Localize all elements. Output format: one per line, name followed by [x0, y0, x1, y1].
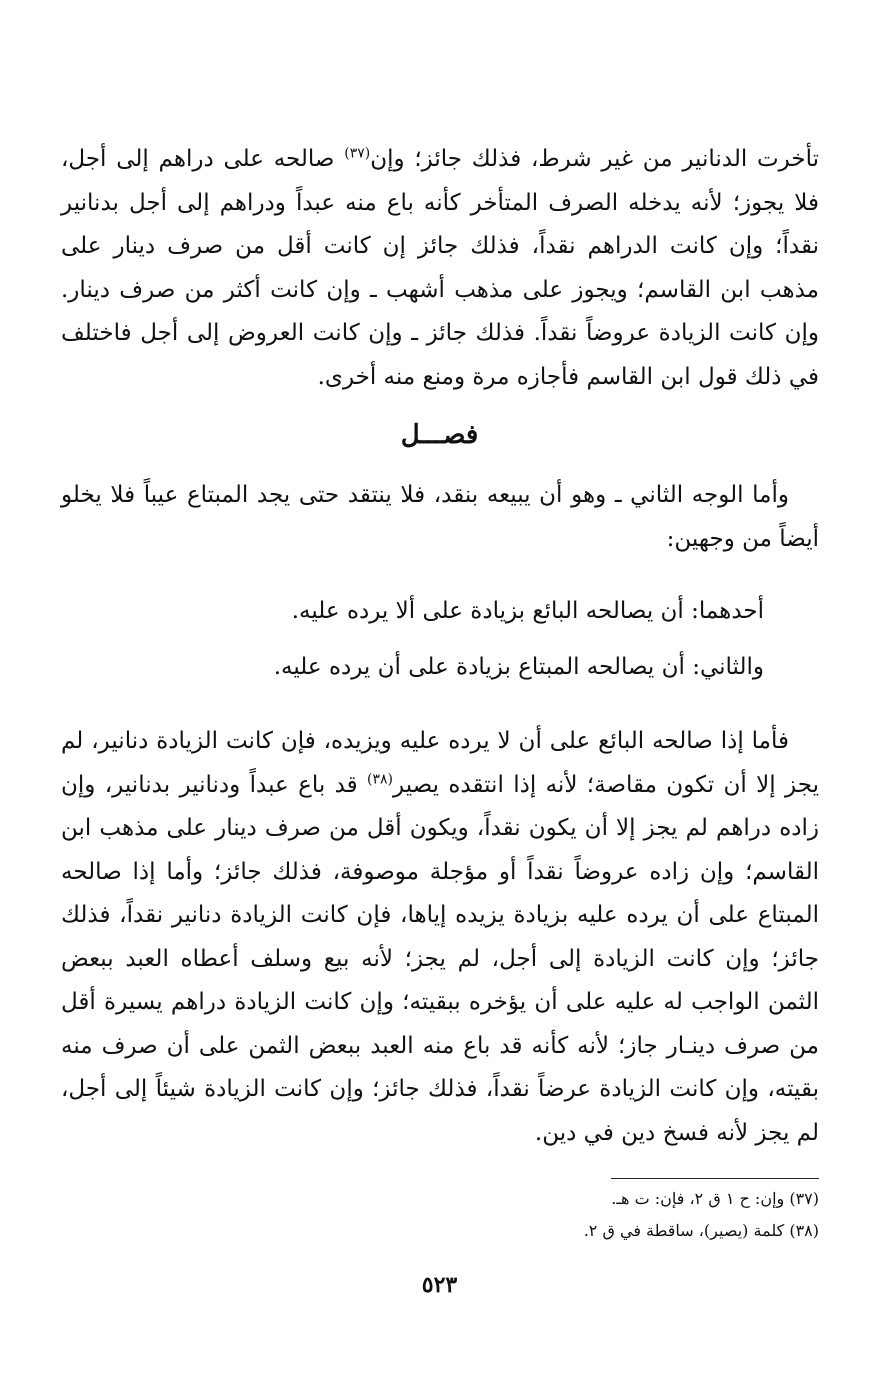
footnote-38: (٣٨) كلمة (يصير)، ساقطة في ق ٢. — [583, 1221, 819, 1240]
footnote-divider — [611, 1178, 819, 1179]
paragraph-second-case: وأما الوجه الثاني ـ وهو أن يبيعه بنقد، فلا ينتقد حتى يجد المبتاع عيباً فلا يخلو أيضاً من وجهين: — [61, 482, 819, 552]
footnote-ref-38: (٣٨) — [367, 770, 394, 787]
paragraph-ruling-text-b: قد باع عبداً ودنانير بدنانير، وإن زاده دراهم لم يجز إلا أن يكون نقداً، ويكون أقل من صرف دينار على مذهب ابن القاسم؛ وإن زاده عروضاً نقداً أو مؤجلة موصوفة، فذلك جائز؛ وأما إذا صالحه المبتاع على أن يرده عليه بزيادة يزيده إياها، فإن كانت الزيادة دنانير نقداً، فذلك جائز؛ وإن كانت الزيادة إلى أجل، لم يجز؛ لأنه بيع وسلف أعطاه العبد ببعض الثمن الواجب له عليه على أن يؤخره ببقيته؛ وإن كانت الزيادة دراهم يسيرة أقل من صرف دينـار جاز؛ لأنه كأنه قد باع منه العبد ببعض الثمن على أن صرف منه بقيته، وإن كانت الزيادة عرضاً نقداً، فذلك جائز؛ وإن كانت الزيادة شيئاً إلى أجل، لم يجز لأنه فسخ دين في دين. — [61, 771, 820, 1146]
paragraph-ruling-text-a: فأما إذا صالحه البائع على أن لا يرده عليه ويزيده، فإن كانت الزيادة دنانير، لم يجز إلا أن تكون مقاصة؛ لأنه إذا انتقده يصير — [61, 728, 819, 798]
page-number: ٥٢٣ — [421, 1272, 458, 1298]
paragraph-opening-text-a: تأخرت الدنانير من غير شرط، فذلك جائز؛ وإن — [370, 146, 819, 172]
paragraph-opening — [61, 138, 819, 399]
footnote-ref-37: (٣٧) — [344, 145, 371, 162]
paragraph-ruling — [61, 720, 819, 1155]
case-item-first: أحدهما: أن يصالحه البائع بزيادة على ألا يرده عليه. — [291, 598, 764, 624]
footnote-37: (٣٧) وإن: ح ١ ق ٢، فإن: ت هـ. — [611, 1189, 819, 1208]
section-heading: فصـــل — [400, 420, 479, 450]
case-item-second: والثاني: أن يصالحه المبتاع بزيادة على أن يرده عليه. — [273, 654, 764, 680]
paragraph-opening-text-b: صالحه على دراهم إلى أجل، فلا يجوز؛ لأنه يدخله الصرف المتأخر كأنه باع منه عبداً ودراهم إلى أجل بدنانير نقداً؛ وإن كانت الدراهم نقداً، فذلك جائز إن كانت أقل من صرف دينار على مذهب ابن القاسم؛ ويجوز على مذهب أشهب ـ وإن كانت أكثر من صرف دينار. وإن كانت الزيادة عروضاً نقداً. فذلك جائز ـ وإن كانت العروض إلى أجل فاختلف في ذلك قول ابن القاسم فأجازه مرة ومنع منه أخرى. — [61, 146, 819, 390]
